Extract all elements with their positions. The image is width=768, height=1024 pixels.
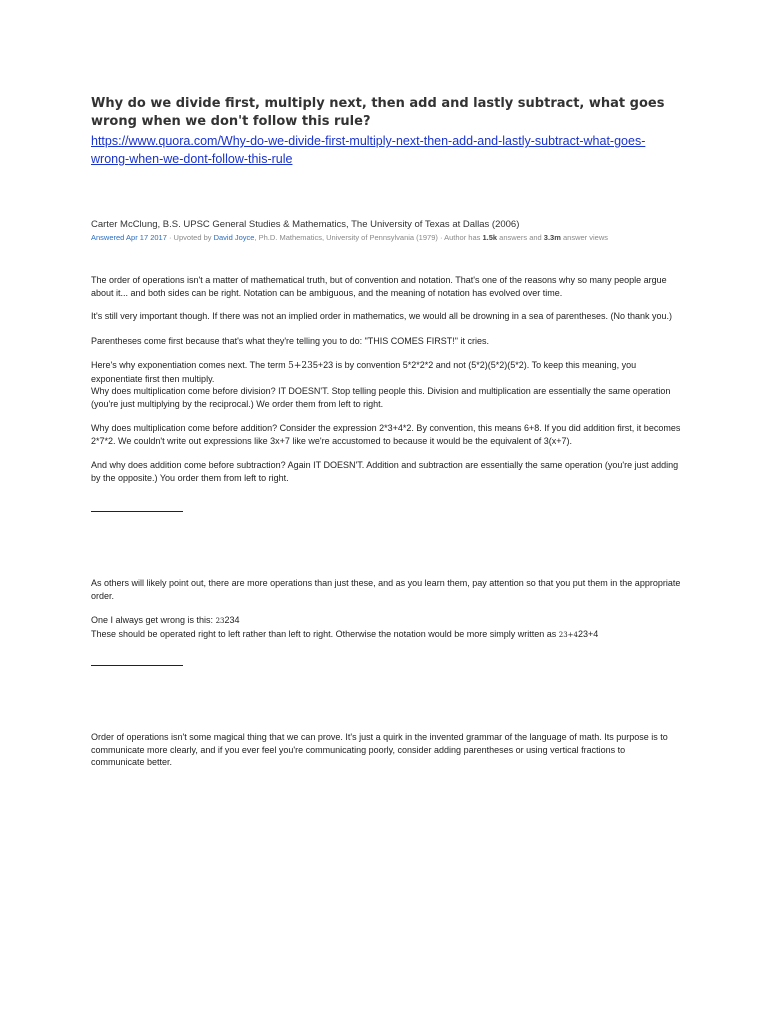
tower-math-exp: 3	[220, 617, 225, 625]
upvoted-prefix: · Upvoted by	[166, 233, 214, 242]
paragraph-more-operations: As others will likely point out, there are more operations than just these, and as you learn them, pay attention so that you put them in the appropriate order.	[91, 578, 681, 601]
exponent-text-a: Here's why exponentiation comes next. The term	[91, 360, 289, 370]
paragraph-addition-subtraction: And why does addition come before subtraction? Again IT DOESN'T. Addition and subtraction are essentially the same operation (you're just adding by the opposite.) You order them from left to right.	[91, 460, 679, 483]
answered-date-link[interactable]: Answered Apr 17 2017	[91, 233, 167, 242]
question-link[interactable]: https://www.quora.com/Why-do-we-divide-first-multiply-next-then-add-and-lastly-subtract-what-goes-wrong-when-we-dont-follow-this-rule	[91, 134, 646, 166]
answer-author: Carter McClung, B.S. UPSC General Studies & Mathematics, The University of Texas at Dallas (2006)	[91, 219, 520, 230]
tower-math-base-2: 2	[558, 630, 564, 639]
paragraph-importance: It's still very important though. If there was not an implied order in mathematics, we would all be drowning in a sea of parentheses. (No thank you.)	[91, 311, 673, 321]
paragraph-convention: The order of operations isn't a matter of mathematical truth, but of convention and notation. That's one of the reasons why so many people argue about it... and both sides can be right. Notation can be ambiguous, and the meaning of notation has evolved over time.	[91, 275, 667, 298]
divider-line-2	[91, 665, 183, 666]
paragraph-tower-exponent	[91, 614, 681, 641]
answers-text: answers and	[497, 233, 544, 242]
divider-line-1	[91, 511, 183, 512]
views-count: 3.3m	[543, 233, 561, 242]
paragraph-conclusion: Order of operations isn't some magical thing that we can prove. It's just a quirk in the invented grammar of the language of math. Its purpose is to communicate more clearly, and if you ever feel you're communicating poorly, consider adding parentheses or using vertical fractions to communicate better.	[91, 732, 668, 767]
document-page	[91, 95, 681, 769]
tower-text-d: 23+4	[578, 628, 599, 639]
question-title: Why do we divide first, multiply next, then add and lastly subtract, what goes wrong when we don't follow this rule?	[91, 96, 665, 129]
exponent-math: 5+23	[288, 361, 313, 371]
tower-math-base: 2	[215, 617, 221, 625]
tower-text-c: These should be operated right to left rather than left to right. Otherwise the notation would be more simply written as	[91, 628, 559, 639]
answer-meta	[91, 233, 681, 243]
multiplication-division-text: Why does multiplication come before division? IT DOESN'T. Stop telling people this. Division and multiplication are essentially the same operation (you're just multiplying by the reciprocal.) We order them from left to right.	[91, 386, 671, 409]
upvoter-description: , Ph.D. Mathematics, University of Pennsylvania (1979) · Author has	[254, 233, 483, 242]
views-text: answer views	[560, 233, 609, 242]
tower-text-a: One I always get wrong is this:	[91, 615, 216, 625]
tower-math-exp-2: 3+4	[563, 630, 578, 639]
paragraph-multiplication-addition: Why does multiplication come before addition? Consider the expression 2*3+4*2. By convention, this means 6+8. If you did addition first, it becomes 2*7*2. We couldn't write out expressions like 3x+7 like we're accustomed to because it would be the equivalent of 3(x+7).	[91, 423, 681, 446]
tower-text-b: 234	[224, 615, 240, 625]
paragraph-parentheses: Parentheses come first because that's what they're telling you to do: "THIS COMES FIRST!" it cries.	[91, 335, 489, 346]
answers-count: 1.5k	[482, 233, 498, 242]
paragraph-exponentiation	[91, 359, 681, 410]
upvoter-link[interactable]: David Joyce	[213, 233, 255, 242]
exponent-text-b: 5+23 is by convention 5*2*2*2 and not (5*2)(5*2)(5*2). To keep this meaning, you exponentiate first then multiply.	[91, 360, 637, 384]
